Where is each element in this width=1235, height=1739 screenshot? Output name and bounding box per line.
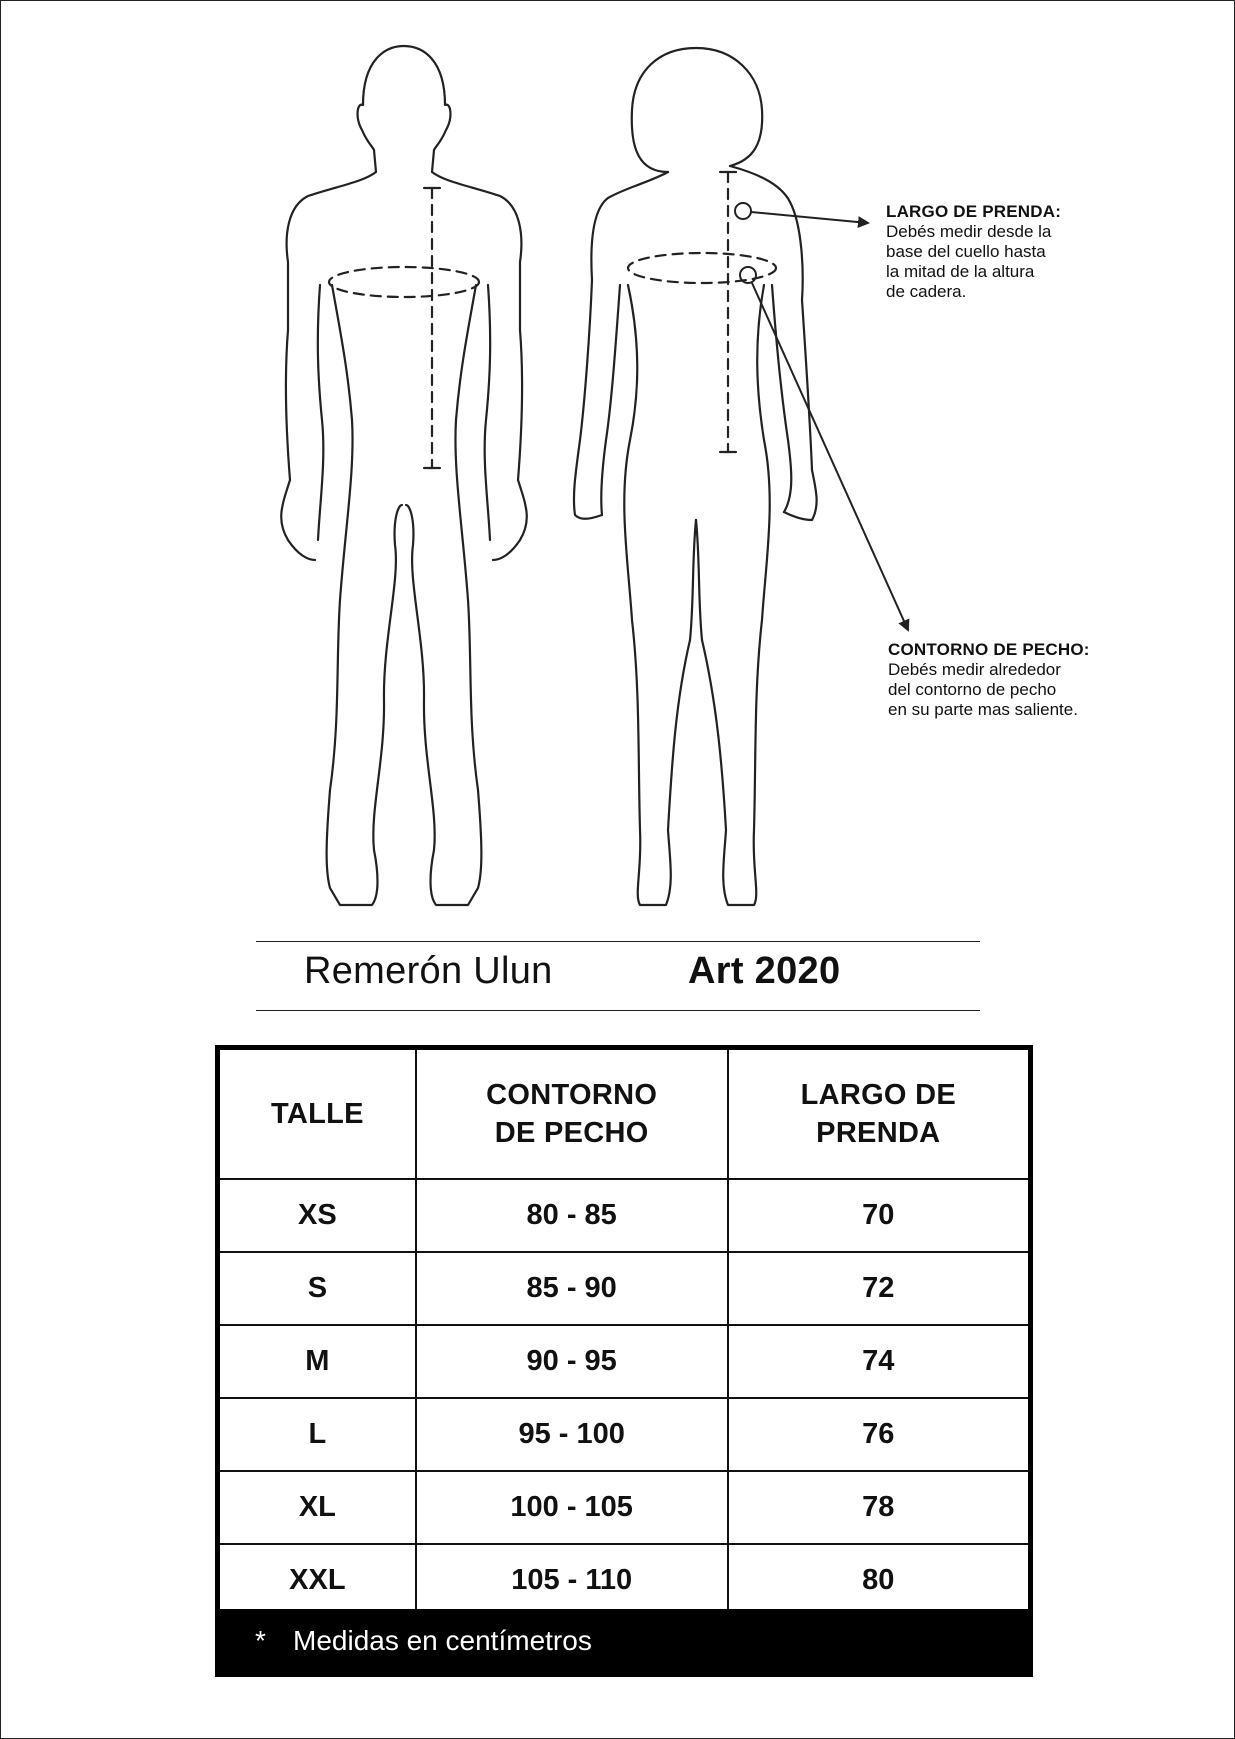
cell-contorno: 85 - 90 (416, 1252, 728, 1325)
cell-largo: 70 (728, 1179, 1031, 1252)
cell-talle: M (218, 1325, 416, 1398)
cell-talle: L (218, 1398, 416, 1471)
callout-largo-body: Debés medir desde la base del cuello hasta la mitad de la altura de cadera. (886, 222, 1052, 301)
table-row (218, 1398, 1031, 1471)
largo-arrow-icon (751, 212, 868, 223)
cell-contorno: 80 - 85 (416, 1179, 728, 1252)
female-figure (574, 48, 817, 905)
pecho-arrow-icon (752, 283, 908, 630)
product-code: Art 2020 (688, 950, 841, 992)
pecho-marker-icon (740, 267, 756, 283)
cell-contorno: 100 - 105 (416, 1471, 728, 1544)
table-row (218, 1471, 1031, 1544)
callout-largo-de-prenda (886, 202, 1106, 302)
footnote-asterisk: * (255, 1625, 266, 1656)
cell-largo: 80 (728, 1544, 1031, 1619)
cell-largo: 74 (728, 1325, 1031, 1398)
table-row (218, 1325, 1031, 1398)
cell-contorno: 105 - 110 (416, 1544, 728, 1619)
cell-talle: S (218, 1252, 416, 1325)
male-figure (281, 46, 527, 905)
cell-largo: 78 (728, 1471, 1031, 1544)
cell-talle: XS (218, 1179, 416, 1252)
size-table (215, 1045, 1033, 1621)
cell-talle: XL (218, 1471, 416, 1544)
callout-pecho-body: Debés medir alrededor del contorno de pecho en su parte mas saliente. (888, 660, 1078, 719)
product-name: Remerón Ulun (304, 950, 553, 992)
header-contorno: CONTORNO DE PECHO (416, 1048, 728, 1180)
title-divider-top (256, 941, 980, 942)
table-row (218, 1179, 1031, 1252)
table-header-row (218, 1048, 1031, 1180)
cell-contorno: 95 - 100 (416, 1398, 728, 1471)
largo-marker-icon (735, 203, 751, 219)
cell-largo: 76 (728, 1398, 1031, 1471)
header-largo: LARGO DE PRENDA (728, 1048, 1031, 1180)
header-talle: TALLE (218, 1048, 416, 1180)
size-chart (215, 1045, 1033, 1621)
title-divider-bottom (256, 1010, 980, 1011)
cell-largo: 72 (728, 1252, 1031, 1325)
table-row (218, 1252, 1031, 1325)
footnote-text: Medidas en centímetros (293, 1625, 592, 1656)
cell-contorno: 90 - 95 (416, 1325, 728, 1398)
footnote-bar (215, 1609, 1033, 1677)
callout-contorno-de-pecho (888, 640, 1118, 720)
callout-pecho-title: CONTORNO DE PECHO: (888, 640, 1090, 659)
table-row (218, 1544, 1031, 1619)
callout-largo-title: LARGO DE PRENDA: (886, 202, 1062, 221)
cell-talle: XXL (218, 1544, 416, 1619)
